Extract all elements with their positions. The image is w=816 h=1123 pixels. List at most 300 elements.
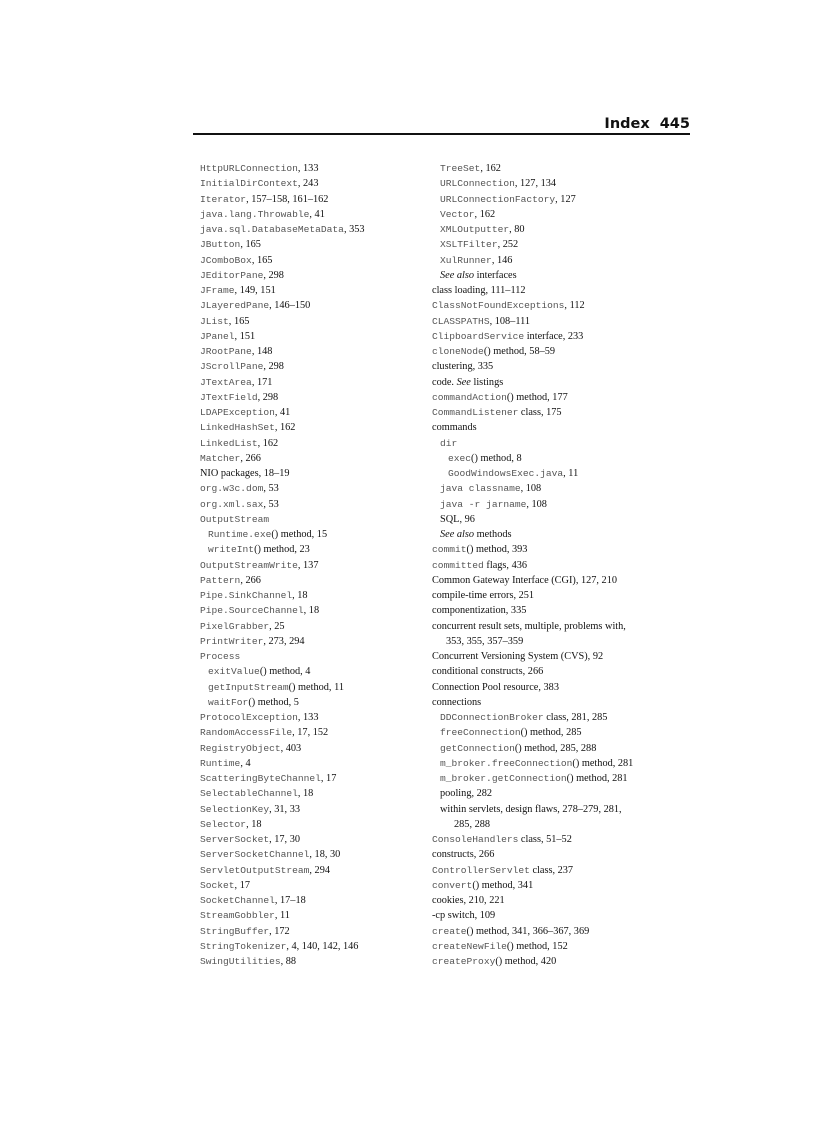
index-text: clustering, 335	[432, 361, 494, 373]
index-term-code: exec	[448, 452, 472, 464]
index-entry	[432, 695, 672, 710]
index-term-code: ClassNotFoundExceptions	[432, 300, 565, 312]
index-term-code: XulRunner	[440, 254, 492, 266]
index-term-code: getInputStream	[208, 681, 289, 693]
index-term-code: PixelGrabber	[200, 620, 270, 632]
index-text: , 11	[563, 468, 579, 479]
index-term-code: writeInt	[208, 544, 255, 556]
index-text: () method, 8	[471, 452, 522, 464]
index-text: , 165	[240, 239, 261, 251]
index-term-code: StreamGobbler	[200, 910, 275, 922]
index-text: See also	[440, 269, 475, 281]
index-term-code: java classname	[440, 483, 521, 495]
index-text: , 17	[320, 773, 337, 784]
index-text: , 127	[555, 193, 576, 205]
index-text: , 127, 134	[514, 178, 557, 190]
index-text: () method, 5	[248, 696, 299, 708]
index-term-code: JPanel	[200, 330, 235, 342]
index-term-code: getConnection	[440, 742, 515, 754]
index-term-code: freeConnection	[440, 727, 521, 739]
index-text: within servlets, design flaws, 278–279, 281,	[440, 803, 622, 815]
index-text: () method, 15	[271, 529, 328, 540]
index-text: , 80	[509, 224, 525, 235]
index-text: , 294	[309, 864, 330, 876]
index-text: , 146–150	[269, 300, 311, 312]
index-text: , 162	[274, 422, 296, 434]
index-text: class loading, 111–112	[432, 285, 526, 296]
index-entry	[200, 603, 430, 618]
index-term-code: JList	[200, 315, 229, 327]
index-entry	[200, 741, 430, 756]
index-entry	[432, 436, 672, 451]
index-entry	[432, 893, 672, 908]
index-entry	[432, 329, 672, 344]
index-text: , 266	[240, 452, 261, 464]
index-text: , 53	[263, 483, 279, 495]
index-entry	[200, 207, 430, 222]
index-text: concurrent result sets, multiple, problems with,	[432, 620, 626, 632]
index-entry	[200, 786, 430, 801]
index-entry	[200, 710, 430, 725]
index-entry	[200, 344, 430, 359]
index-term-code: XMLOutputter	[440, 224, 510, 235]
index-term-code: HttpURLConnection	[200, 163, 298, 174]
index-text: conditional constructs, 266	[432, 666, 544, 678]
index-term-code: ProtocolException	[200, 712, 298, 723]
index-text: pooling, 282	[440, 788, 493, 800]
index-entry	[200, 863, 430, 878]
index-text: , 88	[280, 956, 297, 967]
index-entry	[432, 725, 672, 740]
index-text: () method, 285	[520, 727, 582, 739]
index-text: , 18	[292, 590, 308, 601]
index-term-code: convert	[432, 879, 473, 891]
index-entry	[432, 253, 672, 268]
index-entry	[200, 222, 430, 237]
index-text: See also	[440, 529, 475, 540]
index-term-code: InitialDirContext	[200, 178, 298, 190]
index-entry	[432, 176, 672, 191]
index-entry	[200, 695, 430, 710]
index-entry	[200, 619, 430, 634]
index-term-code: GoodWindowsExec.java	[448, 468, 564, 479]
index-term-code: Matcher	[200, 452, 241, 464]
index-text: () method, 420	[495, 956, 557, 967]
index-text: cookies, 210, 221	[432, 895, 505, 906]
index-entry	[432, 664, 672, 679]
index-term-code: XSLTFilter	[440, 239, 498, 251]
index-term-code: create	[432, 925, 467, 937]
index-term-code: java.sql.DatabaseMetaData	[200, 224, 344, 235]
index-text: , 18	[297, 788, 314, 800]
index-text: constructs, 266	[432, 849, 495, 861]
index-text: () method, 177	[506, 391, 568, 403]
index-entry	[200, 558, 430, 573]
index-term-code: JTextArea	[200, 376, 252, 388]
index-text: , 403	[280, 742, 302, 754]
index-term-code: java.lang.Throwable	[200, 208, 310, 220]
index-text: () method, 341, 366–367, 369	[466, 925, 590, 937]
index-entry	[432, 558, 672, 573]
index-text: , 298	[263, 361, 284, 373]
index-text: , 266	[240, 574, 261, 586]
index-text: SQL, 96	[440, 513, 475, 525]
index-term-code: JRootPane	[200, 346, 252, 357]
index-text: () method, 281	[572, 757, 634, 769]
index-text: Concurrent Versioning System (CVS), 92	[432, 651, 604, 662]
index-text: () method, 11	[288, 681, 344, 693]
index-text: () method, 23	[254, 544, 310, 556]
index-entry	[200, 527, 430, 542]
index-term-code: createProxy	[432, 956, 496, 967]
index-text: , 146	[491, 254, 513, 266]
index-term-code: Pattern	[200, 574, 241, 586]
index-column-right	[432, 161, 672, 969]
index-entry	[200, 664, 430, 679]
index-text: , 41	[274, 407, 291, 418]
index-text: , 108	[526, 498, 547, 510]
index-text: interface, 233	[524, 330, 584, 342]
index-text: , 165	[251, 254, 273, 266]
index-text: , 273, 294	[263, 635, 305, 647]
index-entry	[432, 283, 672, 298]
index-entry	[432, 497, 672, 512]
index-entry	[432, 710, 672, 725]
index-text: , 4	[240, 757, 251, 769]
index-text: , 172	[269, 925, 290, 937]
index-entry	[200, 924, 430, 939]
index-term-code: Pipe.SourceChannel	[200, 605, 304, 617]
index-entry	[200, 878, 430, 893]
index-column-left	[200, 161, 430, 969]
index-text: , 17–18	[274, 895, 306, 906]
index-entry-continuation: 353, 355, 357–359	[446, 635, 524, 647]
index-term-code: Process	[200, 651, 241, 662]
index-entry	[200, 954, 430, 969]
index-term-code: StringBuffer	[200, 925, 270, 937]
page-number: 445	[659, 116, 690, 132]
index-entry	[432, 298, 672, 313]
index-term-code: ControllerServlet	[432, 864, 530, 876]
index-entry	[432, 161, 672, 176]
index-text: , 11	[274, 910, 290, 922]
index-entry	[200, 359, 430, 374]
index-term-code: LinkedHashSet	[200, 422, 275, 434]
index-text: compile-time errors, 251	[432, 590, 535, 601]
index-term-code: SelectableChannel	[200, 788, 298, 800]
index-entry	[200, 771, 430, 786]
index-entry	[432, 680, 672, 695]
index-entry	[200, 893, 430, 908]
index-entry	[432, 741, 672, 756]
index-term-code: Iterator	[200, 193, 247, 205]
index-entry	[200, 268, 430, 283]
index-text: , 112	[564, 300, 585, 312]
index-text: , 17	[234, 879, 250, 891]
index-text: , 162	[257, 437, 279, 449]
index-entry	[432, 908, 672, 923]
index-text: flags, 436	[483, 559, 528, 571]
index-entry	[432, 924, 672, 939]
index-entry	[200, 680, 430, 695]
index-term-code: SwingUtilities	[200, 956, 281, 967]
index-entry	[432, 756, 672, 771]
index-entry	[200, 481, 430, 496]
index-entry	[200, 832, 430, 847]
index-term-code: Runtime	[200, 757, 241, 769]
index-entry-continuation: 285, 288	[454, 818, 491, 830]
index-text: , 298	[257, 391, 279, 403]
index-text: class, 237	[529, 864, 574, 876]
index-text: -cp switch, 109	[432, 910, 496, 922]
index-text: , 18	[303, 605, 320, 617]
index-term-code: Selector	[200, 818, 247, 830]
index-term-code: exitValue	[208, 666, 260, 678]
index-term-code: m_broker.freeConnection	[440, 757, 573, 769]
index-text: , 243	[297, 178, 319, 190]
index-entry	[432, 939, 672, 954]
index-text: class, 175	[518, 407, 562, 418]
index-term-code: createNewFile	[432, 940, 507, 952]
index-entry	[432, 847, 672, 862]
index-text: () method, 4	[259, 666, 311, 678]
index-text: , 162	[480, 163, 501, 174]
index-term-code: Socket	[200, 879, 235, 891]
index-text: () method, 58–59	[483, 346, 556, 357]
index-entry	[200, 390, 430, 405]
index-term-code: ConsoleHandlers	[432, 834, 519, 845]
index-text: , 17, 30	[269, 834, 300, 845]
index-entry	[432, 619, 672, 650]
index-entry	[432, 222, 672, 237]
index-text: , 149, 151	[234, 285, 276, 296]
index-entry	[432, 359, 672, 374]
index-entry	[200, 161, 430, 176]
index-text: , 18	[246, 818, 262, 830]
index-text: See	[456, 376, 471, 388]
index-term-code: RegistryObject	[200, 742, 281, 754]
index-entry	[432, 481, 672, 496]
index-term-code: waitFor	[208, 696, 249, 708]
index-entry	[200, 314, 430, 329]
index-term-code: SocketChannel	[200, 895, 275, 906]
index-term-code: commandAction	[432, 391, 507, 403]
index-entry	[432, 527, 672, 542]
index-entry	[200, 512, 430, 527]
index-entry	[432, 466, 672, 481]
index-term-code: JComboBox	[200, 254, 252, 266]
index-term-code: ServerSocket	[200, 834, 270, 845]
index-text: , 17, 152	[292, 727, 329, 739]
index-term-code: CLASSPATHS	[432, 315, 490, 327]
index-text: , 53	[263, 498, 279, 510]
index-term-code: java -r jarname	[440, 498, 527, 510]
running-header	[193, 116, 690, 134]
index-entry	[200, 253, 430, 268]
index-entry	[200, 329, 430, 344]
index-entry	[200, 588, 430, 603]
index-text: , 252	[497, 239, 519, 251]
index-term-code: JButton	[200, 239, 241, 251]
index-term-code: commit	[432, 544, 467, 556]
index-term-code: CommandListener	[432, 407, 519, 418]
index-entry	[200, 817, 430, 832]
index-text: , 133	[297, 712, 319, 723]
index-text: componentization, 335	[432, 605, 527, 617]
index-term-code: ClipboardService	[432, 330, 525, 342]
index-entry	[432, 878, 672, 893]
index-text: connections	[432, 696, 482, 708]
index-entry	[432, 314, 672, 329]
index-text: , 157–158, 161–162	[246, 193, 329, 205]
header-title: Index	[604, 116, 650, 132]
index-entry	[200, 375, 430, 390]
index-term-code: RandomAccessFile	[200, 727, 293, 739]
index-term-code: TreeSet	[440, 163, 481, 174]
index-text: , 108	[520, 483, 542, 495]
index-text: () method, 285, 288	[514, 742, 597, 754]
index-text: , 41	[309, 208, 325, 220]
index-text: , 18, 30	[309, 849, 341, 861]
index-entry	[200, 237, 430, 252]
index-term-code: committed	[432, 559, 484, 571]
index-entry	[200, 939, 430, 954]
index-entry	[432, 375, 672, 390]
index-entry	[200, 847, 430, 862]
index-term-code: URLConnectionFactory	[440, 193, 556, 205]
index-entry	[200, 649, 430, 664]
index-text: , 108–111	[489, 315, 531, 327]
index-entry	[432, 649, 672, 664]
index-text: , 133	[297, 163, 319, 174]
header-rule	[193, 133, 690, 135]
index-entry	[200, 725, 430, 740]
index-text: , 31, 33	[269, 803, 300, 815]
index-term-code: LDAPException	[200, 407, 275, 418]
index-entry	[432, 192, 672, 207]
index-text: methods	[474, 529, 512, 540]
index-entry	[200, 908, 430, 923]
index-entry	[432, 802, 672, 833]
index-entry	[432, 542, 672, 557]
index-text: () method, 393	[466, 544, 528, 556]
index-text: , 298	[263, 269, 284, 281]
index-entry	[432, 786, 672, 801]
index-text: , 151	[234, 330, 256, 342]
index-text: class, 51–52	[518, 834, 572, 845]
index-entry	[200, 298, 430, 313]
index-entry	[200, 802, 430, 817]
index-text: listings	[470, 376, 504, 388]
index-entry	[432, 573, 672, 588]
index-term-code: cloneNode	[432, 346, 484, 357]
index-text: , 165	[228, 315, 250, 327]
index-term-code: OutputStream	[200, 513, 270, 525]
index-term-code: SelectionKey	[200, 803, 270, 815]
index-text: Connection Pool resource, 383	[432, 681, 559, 693]
index-entry	[432, 390, 672, 405]
index-text: NIO packages, 18–19	[200, 468, 290, 479]
index-term-code: Pipe.SinkChannel	[200, 590, 293, 601]
index-entry	[432, 603, 672, 618]
index-entry	[432, 344, 672, 359]
index-term-code: JFrame	[200, 285, 235, 296]
index-term-code: JScrollPane	[200, 361, 264, 373]
index-term-code: org.xml.sax	[200, 498, 264, 510]
index-entry	[432, 420, 672, 435]
index-entry	[200, 436, 430, 451]
index-text: () method, 281	[566, 773, 628, 784]
index-entry	[432, 207, 672, 222]
index-entry	[200, 634, 430, 649]
index-entry	[432, 405, 672, 420]
index-entry	[432, 954, 672, 969]
index-term-code: ServerSocketChannel	[200, 849, 310, 861]
index-entry	[200, 542, 430, 557]
index-term-code: JEditorPane	[200, 269, 264, 281]
index-text: Common Gateway Interface (CGI), 127, 210	[432, 574, 618, 586]
index-entry	[200, 573, 430, 588]
index-text: () method, 341	[472, 879, 534, 891]
index-text: class, 281, 285	[543, 712, 608, 723]
index-term-code: URLConnection	[440, 178, 515, 190]
index-entry	[200, 756, 430, 771]
index-text: () method, 152	[506, 940, 568, 952]
index-term-code: StringTokenizer	[200, 940, 287, 952]
index-entry	[200, 466, 430, 481]
index-text: , 25	[269, 620, 285, 632]
index-text: , 148	[251, 346, 273, 357]
index-entry	[432, 451, 672, 466]
index-term-code: Runtime.exe	[208, 529, 272, 540]
index-entry	[200, 283, 430, 298]
index-entry	[432, 268, 672, 283]
index-term-code: Vector	[440, 208, 475, 220]
index-term-code: JTextField	[200, 391, 258, 403]
index-term-code: OutputStreamWrite	[200, 559, 298, 571]
index-text: , 4, 140, 142, 146	[286, 940, 359, 952]
index-entry	[432, 588, 672, 603]
index-term-code: PrintWriter	[200, 635, 264, 647]
index-entry	[200, 192, 430, 207]
index-entry	[432, 863, 672, 878]
index-entry	[200, 420, 430, 435]
index-text: code.	[432, 376, 457, 388]
index-entry	[200, 405, 430, 420]
index-term-code: ServletOutputStream	[200, 864, 310, 876]
index-text: , 353	[343, 224, 365, 235]
index-entry	[200, 451, 430, 466]
index-entry	[432, 771, 672, 786]
index-text: commands	[432, 422, 477, 434]
index-entry	[432, 237, 672, 252]
index-term-code: m_broker.getConnection	[440, 773, 567, 784]
index-entry	[432, 512, 672, 527]
index-text: , 137	[297, 559, 319, 571]
index-text: , 162	[474, 208, 496, 220]
index-entry	[432, 832, 672, 847]
index-entry	[200, 176, 430, 191]
index-term-code: LinkedList	[200, 437, 258, 449]
index-text: , 171	[251, 376, 273, 388]
index-term-code: DDConnectionBroker	[440, 712, 544, 723]
index-text: interfaces	[474, 269, 517, 281]
index-term-code: dir	[440, 437, 458, 449]
index-term-code: ScatteringByteChannel	[200, 773, 321, 784]
index-term-code: org.w3c.dom	[200, 483, 264, 495]
index-term-code: JLayeredPane	[200, 300, 270, 312]
index-entry	[200, 497, 430, 512]
